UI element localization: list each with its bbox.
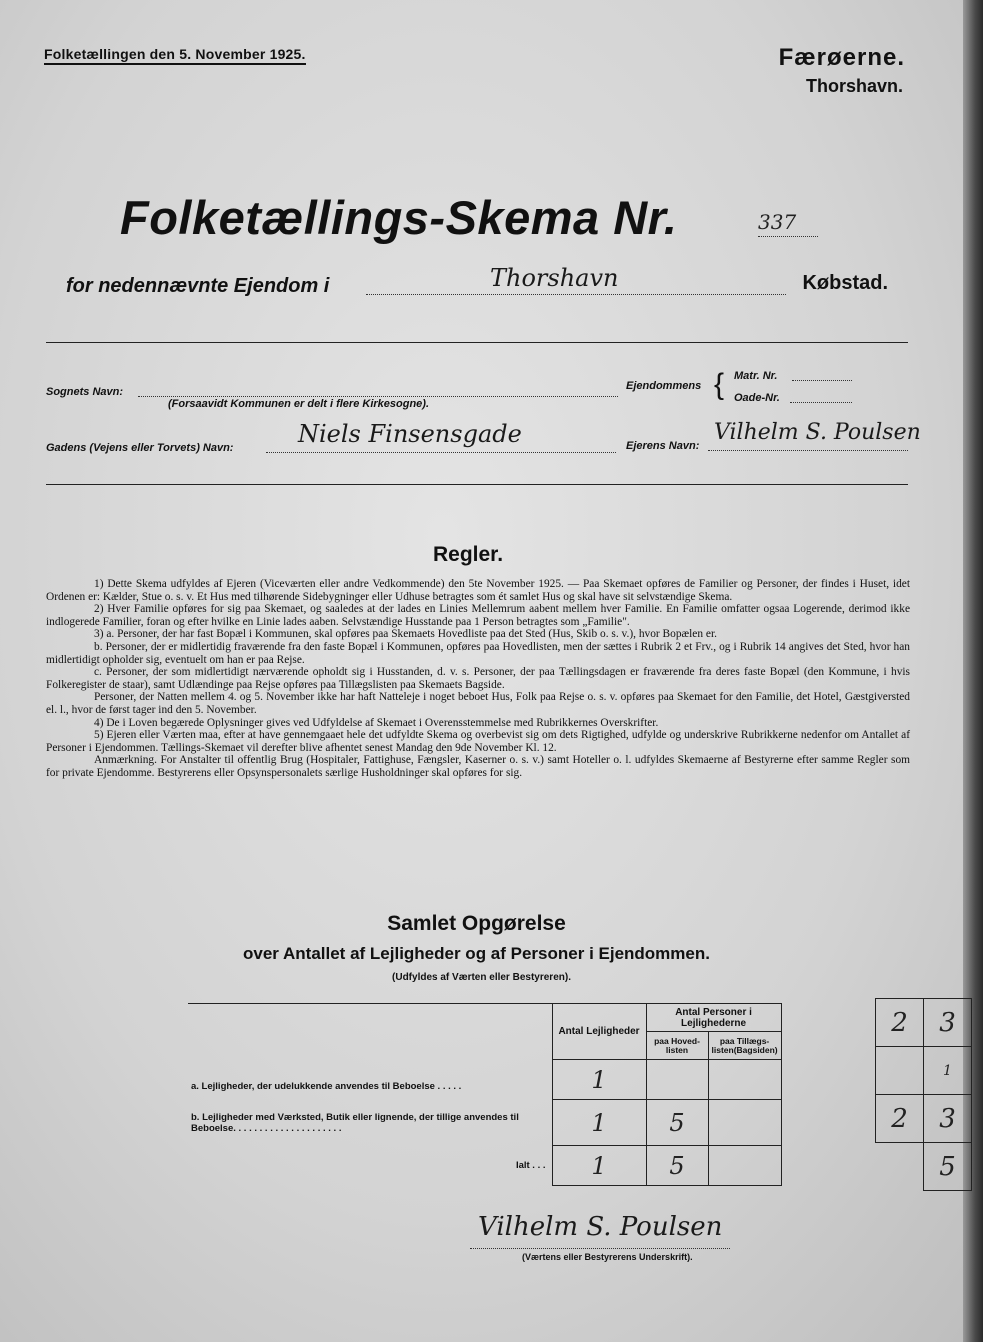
divider-top [46,342,908,343]
rule-4: 4) De i Loven begærede Oplysninger gives ved Udfyldelse af Skemaet i Overensstemmelse med Rubrikkernes Overskrifter. [94,716,659,729]
row-ialt-lejligheder: 1 [552,1146,646,1186]
matr-line [792,380,852,381]
oade-line [790,402,852,403]
row-ialt-hovedlisten: 5 [646,1146,708,1186]
form-title: Folketællings-Skema Nr. [120,191,678,244]
rules-text [46,578,910,780]
side-r2c1 [876,1047,924,1095]
side-r3c2: 3 [924,1095,972,1143]
summary-table [188,1003,782,1186]
row-b-tillaegslisten [708,1100,781,1146]
row-a-label: a. Lejligheder, der udelukkende anvendes til Beboelse . . . . . [191,1080,462,1092]
side-r1c2: 3 [924,999,972,1047]
property-line [366,294,786,295]
gadens-line [266,452,616,453]
col-hovedlisten: paa Hoved-listen [646,1032,708,1060]
row-b-hovedlisten: 5 [646,1100,708,1146]
side-r2c2: 1 [924,1047,972,1095]
owner-signature: Vilhelm S. Poulsen [478,1212,723,1242]
ejendommens-label: Ejendommens [626,380,702,392]
rule-2: 2) Hver Familie opføres for sig paa Skemaet, og saaledes at der lades en Linies Mellemrum aabent mellem hver Familie. En Familie omfatter ogsaa Logerende, derimod ikke indlogerede Familier, foran og efter hvilke en Linie lades aaben. Selvstændige Husstande paa 1 Person betragtes som „Familie". [46,603,910,628]
summary-note: (Udfyldes af Værten eller Bestyreren). [392,972,571,983]
sognets-note: (Forsaavidt Kommunen er delt i flere Kirkesogne). [168,398,430,410]
brace-icon: { [714,368,725,401]
town-header: Thorshavn. [805,76,903,96]
rule-natten: Personer, der Natten mellem 4. og 5. November ikke har haft Natteleje i noget beboet Hus, Folk paa Rejse o. s. v. opføres paa Skemaet for den Familie, det Hotel, Gæstgiversted el. l., hvor de først tager ind den 5. November. [46,691,910,716]
side-r4c1 [876,1143,924,1191]
row-ialt-label: Ialt . . . [515,1160,546,1171]
form-number-handwritten: 337 [758,210,797,234]
side-r4c2: 5 [924,1143,972,1191]
side-tally-box [875,998,972,1191]
rule-3b: b. Personer, der er midlertidig fraværende fra den faste Bopæl i Kommunen, opføres paa Hovedlisten, men der sættes i Rubrik 2 et Frv., og i Rubrik 14 angives det Sted, hvor han midlertidigt opholder sig, eventuelt om han er paa Rejse. [46,640,910,666]
region-header: Færøerne. [778,44,905,71]
side-r1c1: 2 [876,999,924,1047]
rule-5: 5) Ejeren eller Værten maa, efter at have gennemgaaet hele det udfyldte Skema og overbevist sig om dets Rigtighed, udfylde og underskrive Rubrikkerne nedenfor om Antallet af Personer i Ejendommen. Tællings-Skemaet vil derefter blive afhentet senest Mandag den 9de November Kl. 12. [46,729,910,754]
side-r3c1: 2 [876,1095,924,1143]
summary-blank-header [188,1004,552,1060]
regler-title: Regler. [433,543,504,566]
rule-3a: 3) a. Personer, der har fast Bopæl i Kommunen, skal opføres paa Skemaets Hovedliste paa det Sted (Hus, Skib o. s. v.), hvor Bopælen er. [94,628,717,641]
ejerens-label: Ejerens Navn: [626,440,700,452]
ejerens-value-handwritten: Vilhelm S. Poulsen [714,420,921,445]
row-a-tillaegslisten [708,1060,781,1100]
gadens-label: Gadens (Vejens eller Torvets) Navn: [46,442,234,454]
col-antal-lejligheder: Antal Lejligheder [552,1004,646,1060]
divider-mid [46,484,908,485]
signature-line [470,1248,730,1249]
row-a-hovedlisten [646,1060,708,1100]
row-a-lejligheder: 1 [552,1060,646,1100]
sognets-line [138,396,618,397]
kobstad-label: Købstad. [802,272,888,294]
signature-label: (Værtens eller Bestyrerens Underskrift). [522,1252,693,1262]
col-tillaegslisten: paa Tillægs-listen(Bagsiden) [708,1032,781,1060]
matr-label: Matr. Nr. [734,370,778,382]
rule-anmaerkning: Anmærkning. For Anstalter til offentlig Brug (Hospitaler, Fattighuse, Fængsler, Kaserner o. s. v.) samt Hoteller o. l. udfyldes Skemaerne af Bestyrerne efter samme Regler som for private Ejendomme. Bestyrerens eller Opsynspersonalets særlige Husholdninger skal opføres for sig. [46,754,910,779]
row-ialt-tillaegslisten [708,1146,781,1186]
census-date-header: Folketællingen den 5. November 1925. [44,46,306,65]
summary-title: Samlet Opgørelse [387,912,566,935]
property-subtitle: for nedennævnte Ejendom i [66,275,330,297]
ejerens-line [708,450,908,451]
gadens-value-handwritten: Niels Finsensgade [298,420,522,448]
row-b-label: b. Lejligheder med Værksted, Butik eller lignende, der tillige anvendes til Beboelse. . . . . . . . . . . . . . . . . . . . . [191,1111,519,1134]
form-number-line [758,236,818,237]
row-b-lejligheder: 1 [552,1100,646,1146]
col-antal-personer: Antal Personer i Lejlighederne [646,1004,781,1032]
sognets-navn-label: Sognets Navn: [46,386,124,398]
oade-label: Oade-Nr. [734,392,780,404]
rule-3c: c. Personer, der som midlertidigt nærværende opholdt sig i Husstanden, d. v. s. Personer, der paa Tællingsdagen er fraværende fra deres faste Bopæl (den Kommune, i hvis Folkeregister de staar), samt Udlændinge paa Rejse opføres paa Tillægslisten paa Skemaets Bagside. [46,666,910,691]
property-place-handwritten: Thorshavn [490,264,619,292]
summary-subtitle: over Antallet af Lejligheder og af Personer i Ejendommen. [243,944,710,963]
rule-1: 1) Dette Skema udfyldes af Ejeren (Viceværten eller andre Vedkommende) den 5te November 1925. — Paa Skemaet opføres de Familier og Personer, der findes i Huset, idet Ordenen er: Kælder, Stue o. s. v. Et Hus med tilhørende Sidebygninger eller Udhuse betragtes som ét samlet Hus og skal have sit selvstændige Skema. [46,578,910,603]
